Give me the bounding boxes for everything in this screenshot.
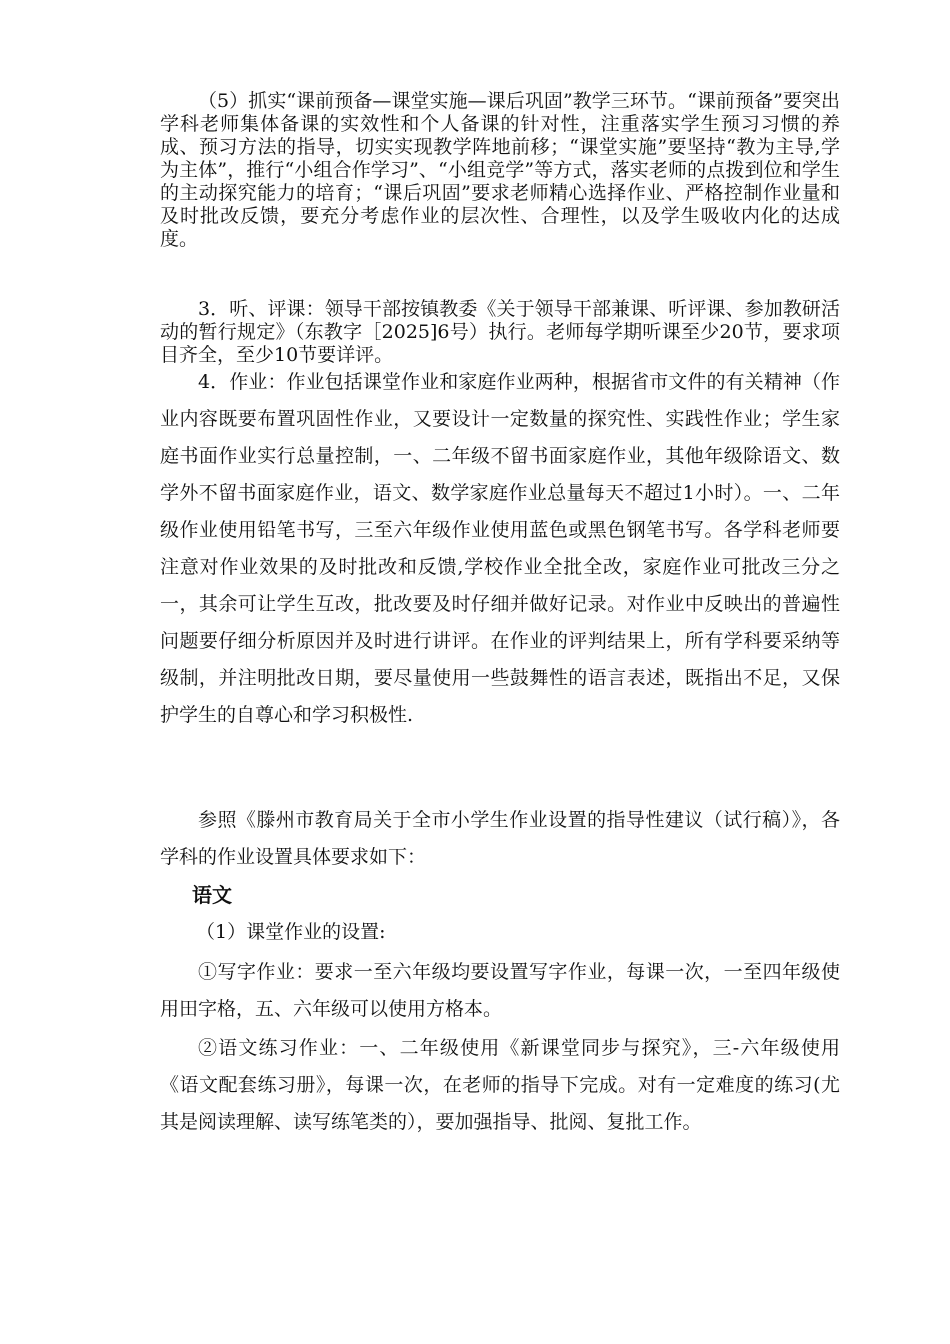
section-heading-chinese: 语文	[192, 883, 232, 907]
paragraph-lesson-evaluation: 3．听、评课：领导干部按镇教委《关于领导干部兼课、听评课、参加教研活动的暂行规定》（东教字［2025]6号）执行。老师每学期听课至少20节，要求项目齐全，至少10节要详评。	[160, 298, 840, 366]
paragraph-three-stages: （5）抓实“课前预备—课堂实施—课后巩固”教学三环节。“课前预备”要突出学科老师集体备课的实效性和个人备课的针对性，注重落实学生预习习惯的养成、预习方法的指导，切实实现教学阵地前移；“课堂实施”要坚持“教为主导,学为主体”，推行“小组合作学习”、“小组竞学”等方式，落实老师的点拨到位和学生的主动探究能力的培育；“课后巩固”要求老师精心选择作业、严格控制作业量和及时批改反馈，要充分考虑作业的层次性、合理性，以及学生吸收内化的达成度。	[160, 90, 840, 250]
paragraph-reference: 参照《滕州市教育局关于全市小学生作业设置的指导性建议（试行稿）》，各学科的作业设置具体要求如下：	[160, 809, 840, 868]
subheading-classroom-homework: （1）课堂作业的设置:	[196, 921, 386, 943]
paragraph-homework: 4．作业：作业包括课堂作业和家庭作业两种，根据省市文件的有关精神（作业内容既要布置巩固性作业，又要设计一定数量的探究性、实践性作业；学生家庭书面作业实行总量控制，一、二年级不留书面家庭作业，其他年级除语文、数学外不留书面家庭作业，语文、数学家庭作业总量每天不超过1小时）。一、二年级作业使用铅笔书写，三至六年级作业使用蓝色或黑色钢笔书写。各学科老师要注意对作业效果的及时批改和反馈,学校作业全批全改，家庭作业可批改三分之一，其余可让学生互改，批改要及时仔细并做好记录。对作业中反映出的普遍性问题要仔细分析原因并及时进行讲评。在作业的评判结果上，所有学科要采纳等级制，并注明批改日期，要尽量使用一些鼓舞性的语言表述，既指出不足，又保护学生的自尊心和学习积极性.	[160, 371, 840, 726]
paragraph-writing-homework: ①写字作业：要求一至六年级均要设置写字作业，每课一次，一至四年级使用田字格，五、六年级可以使用方格本。	[160, 961, 840, 1020]
paragraph-practice-homework: ②语文练习作业：一、二年级使用《新课堂同步与探究》，三-六年级使用《语文配套练习册》，每课一次，在老师的指导下完成。对有一定难度的练习(尤其是阅读理解、读写练笔类的），要加强指导、批阅、复批工作。	[160, 1037, 840, 1133]
